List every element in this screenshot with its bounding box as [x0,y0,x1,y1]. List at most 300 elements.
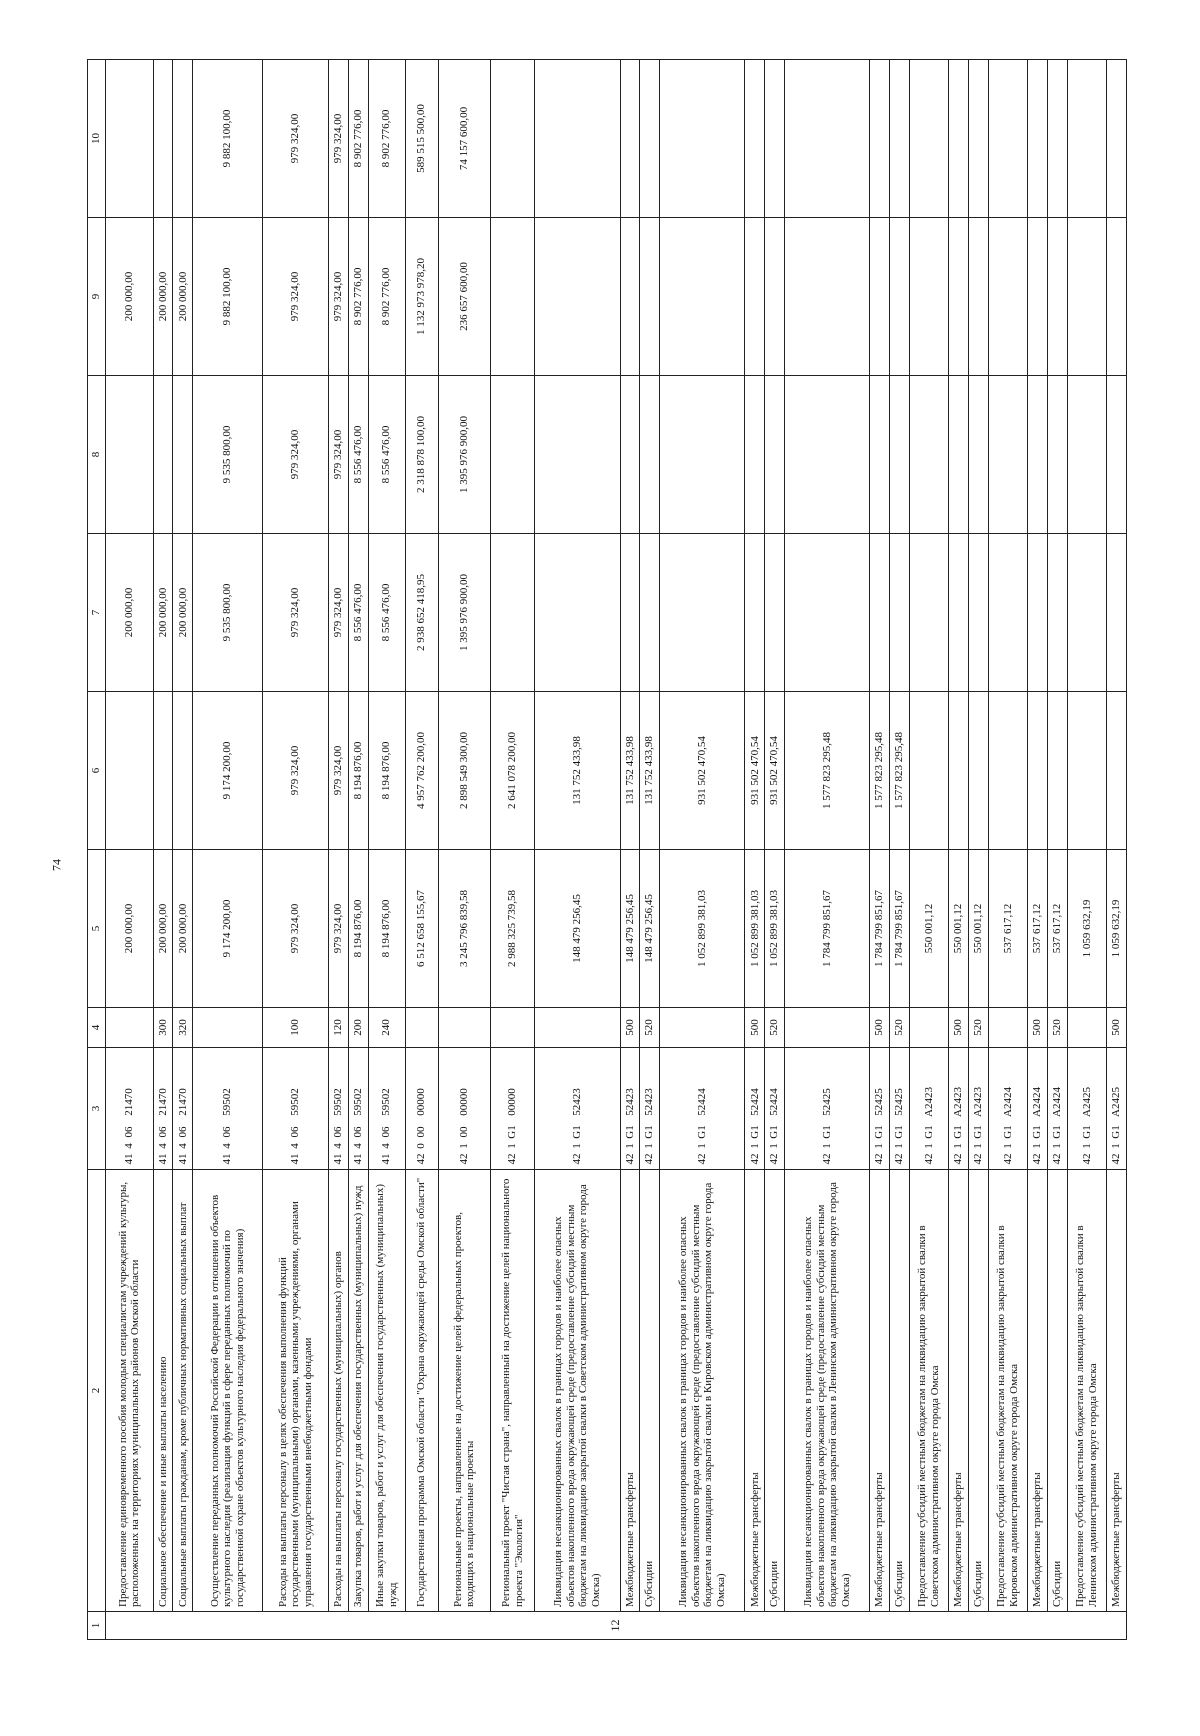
code-part-1: 42 [748,1153,761,1165]
amount-cell-c5: 979 324,00 [263,850,329,1008]
amount-cell-c7 [659,534,744,692]
amount-cell-c10 [745,60,765,218]
code-part-1: 42 [922,1153,935,1165]
amount-cell-c10 [988,60,1027,218]
code-part-1: 42 [1110,1153,1123,1165]
amount-cell-c8 [153,376,173,534]
table-row [368,60,405,1640]
classification-code-cell [969,1048,989,1170]
code-part-3: 00 [458,1126,471,1138]
amount-cell-c7: 979 324,00 [329,534,349,692]
amount-cell-c6: 979 324,00 [329,692,349,850]
code-part-2: 1 [1031,1143,1044,1149]
code-part-4: A2423 [922,1087,935,1117]
item-name-cell: Региональные проекты, направленные на достижение целей федеральных проектов, входящих в национальные проекты [438,1170,491,1612]
amount-cell-c8 [1067,376,1106,534]
expense-type-cell: 500 [870,1008,890,1048]
amount-cell-c8: 979 324,00 [329,376,349,534]
table-row [745,60,765,1640]
code-part-4: A2424 [1001,1087,1014,1117]
amount-cell-c5: 200 000,00 [153,850,173,1008]
classification-code-cell [105,1048,153,1170]
code-part-2: 0 [415,1143,428,1149]
table-row [491,60,535,1640]
item-name-cell: Субсидии [969,1170,989,1612]
classification-code-cell [909,1048,948,1170]
amount-cell-c10 [491,60,535,218]
amount-cell-c9: 9 882 100,00 [193,218,263,376]
table-row [405,60,438,1640]
classification-code-cell [348,1048,368,1170]
code-part-4: 00000 [506,1088,519,1116]
amount-cell-c10 [535,60,620,218]
amount-cell-c10 [640,60,660,218]
amount-cell-c6: 8 194 876,00 [368,692,405,850]
amount-cell-c7 [909,534,948,692]
amount-cell-c6: 931 502 470,54 [745,692,765,850]
classification-code-cell [405,1048,438,1170]
amount-cell-c10: 979 324,00 [263,60,329,218]
header-cell-4: 4 [88,1008,106,1048]
amount-cell-c8 [491,376,535,534]
amount-cell-c10 [969,60,989,218]
classification-code-cell [988,1048,1027,1170]
classification-code-cell [153,1048,173,1170]
amount-cell-c7: 200 000,00 [105,534,153,692]
amount-cell-c10: 74 157 600,00 [438,60,491,218]
amount-cell-c8 [784,376,869,534]
code-part-1: 41 [156,1153,169,1165]
header-cell-2: 2 [88,1170,106,1612]
amount-cell-c10 [765,60,785,218]
code-part-3: G1 [1031,1125,1044,1139]
amount-cell-c10 [909,60,948,218]
expense-type-cell [535,1008,620,1048]
amount-cell-c6: 131 752 433,98 [620,692,640,850]
item-name-cell: Предоставление единовременного пособия молодым специалистам учреждений культуры, расположенных на территориях муниципальных районов Омской области [105,1170,153,1612]
amount-cell-c6: 1 577 823 295,48 [890,692,910,850]
table-row [173,60,193,1640]
amount-cell-c5: 148 479 256,45 [620,850,640,1008]
code-part-4: 21470 [176,1088,189,1116]
amount-cell-c8 [890,376,910,534]
amount-cell-c8 [1028,376,1048,534]
classification-code-cell [193,1048,263,1170]
amount-cell-c9 [949,218,969,376]
amount-cell-c10 [1067,60,1106,218]
amount-cell-c9 [659,218,744,376]
code-part-3: G1 [1080,1125,1093,1139]
table-row [659,60,744,1640]
amount-cell-c10: 979 324,00 [329,60,349,218]
expense-type-cell: 520 [640,1008,660,1048]
amount-cell-c5: 8 194 876,00 [348,850,368,1008]
code-part-2: 1 [972,1143,985,1149]
amount-cell-c10 [659,60,744,218]
page-number: 74 [49,859,64,871]
table-row [890,60,910,1640]
row-number-cell: 12 [105,1612,1126,1640]
code-part-2: 4 [122,1143,135,1149]
expense-type-cell: 300 [153,1008,173,1048]
amount-cell-c10 [1107,60,1127,218]
amount-cell-c9 [765,218,785,376]
classification-code-cell [745,1048,765,1170]
table-row [640,60,660,1640]
amount-cell-c9 [784,218,869,376]
amount-cell-c6 [949,692,969,850]
amount-cell-c9: 1 132 973 978,20 [405,218,438,376]
classification-code-cell [491,1048,535,1170]
classification-code-cell [173,1048,193,1170]
amount-cell-c9 [890,218,910,376]
amount-cell-c8 [535,376,620,534]
amount-cell-c10: 8 902 776,00 [368,60,405,218]
amount-cell-c6: 931 502 470,54 [659,692,744,850]
amount-cell-c7 [969,534,989,692]
expense-type-cell: 120 [329,1008,349,1048]
code-part-1: 42 [415,1153,428,1165]
code-part-2: 1 [820,1143,833,1149]
code-part-4: 21470 [156,1088,169,1116]
table-body [88,60,1127,1640]
code-part-1: 42 [820,1153,833,1165]
table-row [784,60,869,1640]
amount-cell-c7 [765,534,785,692]
code-part-1: 42 [458,1153,471,1165]
item-name-cell: Межбюджетные трансферты [949,1170,969,1612]
amount-cell-c7: 8 556 476,00 [368,534,405,692]
amount-cell-c7: 979 324,00 [263,534,329,692]
item-name-cell: Межбюджетные трансферты [870,1170,890,1612]
table-row [1107,60,1127,1640]
amount-cell-c5: 3 245 796 839,58 [438,850,491,1008]
classification-code-cell [949,1048,969,1170]
amount-cell-c5: 550 001,12 [909,850,948,1008]
amount-cell-c9 [620,218,640,376]
amount-cell-c6 [969,692,989,850]
code-part-1: 42 [623,1153,636,1165]
amount-cell-c7 [890,534,910,692]
code-part-3: 06 [176,1126,189,1138]
header-cell-3: 3 [88,1048,106,1170]
item-name-cell: Закупка товаров, работ и услуг для обеспечения государственных (муниципальных) нужд [348,1170,368,1612]
amount-cell-c10: 9 882 100,00 [193,60,263,218]
amount-cell-c8 [1047,376,1067,534]
header-cell-5: 5 [88,850,106,1008]
amount-cell-c7: 2 938 652 418,95 [405,534,438,692]
code-part-1: 41 [122,1153,135,1165]
code-part-2: 1 [922,1143,935,1149]
table-row [193,60,263,1640]
code-part-1: 42 [768,1153,781,1165]
code-part-4: 59502 [332,1088,345,1116]
amount-cell-c9 [870,218,890,376]
classification-code-cell [1028,1048,1048,1170]
item-name-cell: Государственная программа Омской области "Охрана окружающей среды Омской области" [405,1170,438,1612]
code-part-3: G1 [506,1125,519,1139]
header-cell-9: 9 [88,218,106,376]
code-part-2: 1 [952,1143,965,1149]
code-part-3: G1 [643,1125,656,1139]
amount-cell-c7 [745,534,765,692]
code-part-2: 4 [380,1143,393,1149]
amount-cell-c6 [105,692,153,850]
amount-cell-c7 [1028,534,1048,692]
expense-type-cell: 500 [620,1008,640,1048]
expense-type-cell: 200 [348,1008,368,1048]
header-cell-6: 6 [88,692,106,850]
code-part-2: 1 [1050,1143,1063,1149]
code-part-3: G1 [623,1125,636,1139]
amount-cell-c7 [988,534,1027,692]
code-part-1: 42 [506,1153,519,1165]
expense-type-cell: 520 [1047,1008,1067,1048]
expense-type-cell: 520 [969,1008,989,1048]
item-name-cell: Межбюджетные трансферты [620,1170,640,1612]
amount-cell-c10 [949,60,969,218]
amount-cell-c8: 1 395 976 900,00 [438,376,491,534]
item-name-cell: Ликвидация несанкционированных свалок в границах городов и наиболее опасных объектов накопленного вреда окружающей среде (предоставление субсидий местным бюджетам на ликвидацию закрытой свалки в Кировском административном округе города Омска) [659,1170,744,1612]
amount-cell-c10 [1047,60,1067,218]
code-part-3: G1 [972,1125,985,1139]
amount-cell-c8: 8 556 476,00 [368,376,405,534]
amount-cell-c9 [535,218,620,376]
amount-cell-c8 [640,376,660,534]
classification-code-cell [1047,1048,1067,1170]
expense-type-cell [909,1008,948,1048]
table-row [1067,60,1106,1640]
expense-type-cell: 520 [765,1008,785,1048]
item-name-cell: Межбюджетные трансферты [745,1170,765,1612]
table-row [870,60,890,1640]
amount-cell-c5: 148 479 256,45 [640,850,660,1008]
amount-cell-c7 [949,534,969,692]
expense-type-cell [105,1008,153,1048]
header-cell-7: 7 [88,534,106,692]
code-part-4: 59502 [351,1088,364,1116]
amount-cell-c8 [620,376,640,534]
amount-cell-c9: 979 324,00 [329,218,349,376]
code-part-2: 1 [768,1143,781,1149]
expense-type-cell [988,1008,1027,1048]
amount-cell-c6 [988,692,1027,850]
amount-cell-c10 [105,60,153,218]
amount-cell-c7 [535,534,620,692]
expense-type-cell: 500 [745,1008,765,1048]
amount-cell-c9 [491,218,535,376]
amount-cell-c6 [153,692,173,850]
amount-cell-c9 [1047,218,1067,376]
amount-cell-c10: 589 515 500,00 [405,60,438,218]
classification-code-cell [620,1048,640,1170]
table-row [263,60,329,1640]
expense-type-cell [659,1008,744,1048]
code-part-4: 52423 [623,1088,636,1116]
item-name-cell: Расходы на выплаты персоналу государственных (муниципальных) органов [329,1170,349,1612]
code-part-4: 52425 [893,1088,906,1116]
amount-cell-c10 [784,60,869,218]
code-part-3: 06 [380,1126,393,1138]
amount-cell-c5: 1 059 632,19 [1107,850,1127,1008]
item-name-cell: Иные закупки товаров, работ и услуг для обеспечения государственных (муниципальных) нужд [368,1170,405,1612]
expense-type-cell [1067,1008,1106,1048]
item-name-cell: Субсидии [1047,1170,1067,1612]
amount-cell-c6: 131 752 433,98 [535,692,620,850]
expense-type-cell: 500 [949,1008,969,1048]
amount-cell-c8 [870,376,890,534]
code-part-2: 1 [1110,1143,1123,1149]
amount-cell-c7: 8 556 476,00 [348,534,368,692]
code-part-2: 1 [748,1143,761,1149]
classification-code-cell [659,1048,744,1170]
amount-cell-c6: 9 174 200,00 [193,692,263,850]
code-part-1: 41 [380,1153,393,1165]
expense-type-cell [438,1008,491,1048]
code-part-1: 41 [221,1153,234,1165]
amount-cell-c6 [909,692,948,850]
amount-cell-c10 [890,60,910,218]
amount-cell-c9: 200 000,00 [173,218,193,376]
classification-code-cell [1107,1048,1127,1170]
code-part-1: 42 [873,1153,886,1165]
code-part-2: 1 [1001,1143,1014,1149]
amount-cell-c8 [1107,376,1127,534]
amount-cell-c6: 931 502 470,54 [765,692,785,850]
amount-cell-c8 [173,376,193,534]
amount-cell-c8 [909,376,948,534]
amount-cell-c5: 1 059 632,19 [1067,850,1106,1008]
code-part-3: 06 [289,1126,302,1138]
amount-cell-c6: 1 577 823 295,48 [870,692,890,850]
code-part-3: G1 [748,1125,761,1139]
code-part-3: G1 [893,1125,906,1139]
amount-cell-c9: 8 902 776,00 [348,218,368,376]
amount-cell-c7: 200 000,00 [153,534,173,692]
code-part-1: 41 [332,1153,345,1165]
item-name-cell: Субсидии [890,1170,910,1612]
amount-cell-c5: 200 000,00 [173,850,193,1008]
code-part-1: 42 [893,1153,906,1165]
expense-type-cell: 500 [1107,1008,1127,1048]
item-name-cell: Межбюджетные трансферты [1028,1170,1048,1612]
code-part-2: 1 [1080,1143,1093,1149]
table-row [535,60,620,1640]
code-part-2: 4 [351,1143,364,1149]
code-part-4: A2425 [1080,1087,1093,1117]
expense-type-cell: 100 [263,1008,329,1048]
amount-cell-c5: 1 784 799 851,67 [890,850,910,1008]
amount-cell-c9 [1028,218,1048,376]
amount-cell-c5: 200 000,00 [105,850,153,1008]
classification-code-cell [1067,1048,1106,1170]
classification-code-cell [535,1048,620,1170]
expense-type-cell [491,1008,535,1048]
code-part-4: 52424 [768,1088,781,1116]
item-name-cell: Ликвидация несанкционированных свалок в границах городов и наиболее опасных объектов накопленного вреда окружающей среде (предоставление субсидий местным бюджетам на ликвидацию закрытой свалки в Советском административном округе города Омска) [535,1170,620,1612]
code-part-2: 4 [176,1143,189,1149]
expense-type-cell: 320 [173,1008,193,1048]
code-part-4: A2425 [1110,1087,1123,1117]
item-name-cell: Осуществление переданных полномочий Российской Федерации в отношении объектов культурного наследия (реализация функций в сфере переданных полномочий по государственной охране объектов культурного наследия федерального значения) [193,1170,263,1612]
code-part-3: 06 [122,1126,135,1138]
amount-cell-c9: 979 324,00 [263,218,329,376]
amount-cell-c5: 8 194 876,00 [368,850,405,1008]
code-part-3: 06 [221,1126,234,1138]
code-part-4: 00000 [415,1088,428,1116]
amount-cell-c6: 2 898 549 300,00 [438,692,491,850]
code-part-2: 1 [695,1143,708,1149]
table-row [438,60,491,1640]
amount-cell-c5: 1 784 799 851,67 [784,850,869,1008]
code-part-4: 52424 [748,1088,761,1116]
amount-cell-c10 [1028,60,1048,218]
amount-cell-c5: 537 617,12 [1028,850,1048,1008]
code-part-2: 1 [643,1143,656,1149]
code-part-3: 00 [415,1126,428,1138]
item-name-cell: Социальное обеспечение и иные выплаты населению [153,1170,173,1612]
amount-cell-c8: 979 324,00 [263,376,329,534]
amount-cell-c9: 8 902 776,00 [368,218,405,376]
table-row [1028,60,1048,1640]
code-part-3: G1 [820,1125,833,1139]
classification-code-cell [329,1048,349,1170]
table-row [329,60,349,1640]
amount-cell-c5: 550 001,12 [969,850,989,1008]
amount-cell-c9 [969,218,989,376]
amount-cell-c10 [173,60,193,218]
amount-cell-c5: 1 784 799 851,67 [870,850,890,1008]
table-row [348,60,368,1640]
code-part-4: 59502 [380,1088,393,1116]
amount-cell-c7 [1107,534,1127,692]
item-name-cell: Межбюджетные трансферты [1107,1170,1127,1612]
code-part-1: 42 [695,1153,708,1165]
item-name-cell: Предоставление субсидий местным бюджетам на ликвидацию закрытой свалки в Советском административном округе города Омска [909,1170,948,1612]
classification-code-cell [640,1048,660,1170]
item-name-cell: Предоставление субсидий местным бюджетам на ликвидацию закрытой свалки в Кировском административном округе города Омска [988,1170,1027,1612]
code-part-4: 59502 [221,1088,234,1116]
code-part-1: 42 [1050,1153,1063,1165]
amount-cell-c5: 550 001,12 [949,850,969,1008]
classification-code-cell [368,1048,405,1170]
code-part-4: A2423 [972,1087,985,1117]
amount-cell-c5: 1 052 899 381,03 [745,850,765,1008]
code-part-2: 1 [623,1143,636,1149]
amount-cell-c9 [909,218,948,376]
amount-cell-c7: 9 535 800,00 [193,534,263,692]
code-part-3: G1 [1001,1125,1014,1139]
amount-cell-c8 [745,376,765,534]
amount-cell-c9: 200 000,00 [105,218,153,376]
code-part-1: 42 [972,1153,985,1165]
code-part-1: 42 [643,1153,656,1165]
amount-cell-c5: 1 052 899 381,03 [765,850,785,1008]
amount-cell-c6: 4 957 762 200,00 [405,692,438,850]
code-part-3: G1 [952,1125,965,1139]
item-name-cell: Предоставление субсидий местным бюджетам на ликвидацию закрытой свалки в Ленинском административном округе города Омска [1067,1170,1106,1612]
amount-cell-c5: 148 479 256,45 [535,850,620,1008]
table-header-row [88,60,106,1640]
code-part-2: 1 [570,1143,583,1149]
expense-type-cell [784,1008,869,1048]
code-part-3: G1 [695,1125,708,1139]
classification-code-cell [765,1048,785,1170]
amount-cell-c10 [153,60,173,218]
amount-cell-c7 [784,534,869,692]
classification-code-cell [890,1048,910,1170]
amount-cell-c8 [969,376,989,534]
